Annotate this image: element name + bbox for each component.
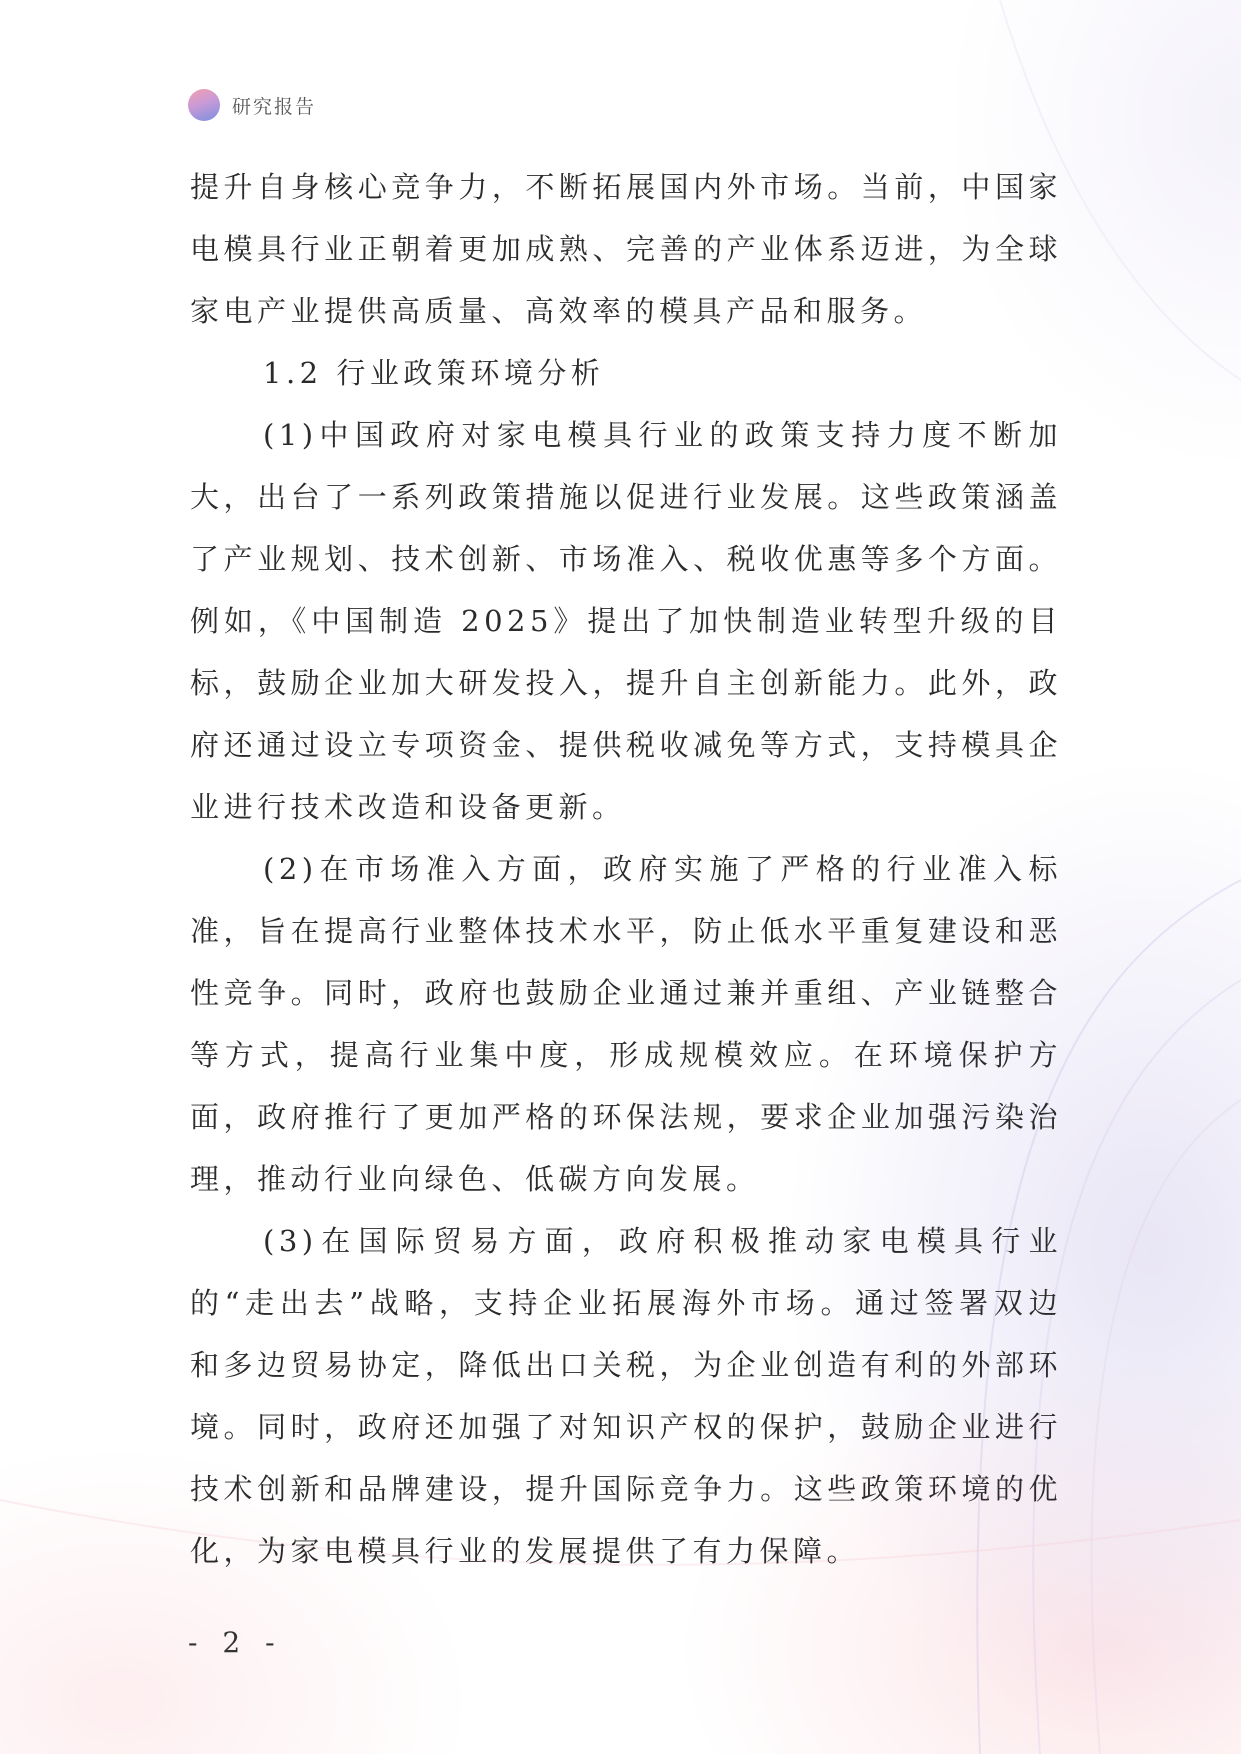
page-number: - 2 - bbox=[188, 1626, 283, 1659]
document-body bbox=[190, 156, 1062, 1582]
section-heading: 1.2 行业政策环境分析 bbox=[263, 356, 605, 390]
paragraph-2: (2)在市场准入方面，政府实施了严格的行业准入标准，旨在提高行业整体技术水平，防止低水平重复建设和恶性竞争。同时，政府也鼓励企业通过兼并重组、产业链整合等方式，提高行业集中度，形成规模效应。在环境保护方面，政府推行了更加严格的环保法规，要求企业加强污染治理，推动行业向绿色、低碳方向发展。 bbox=[190, 852, 1062, 1196]
paragraph-1: (1)中国政府对家电模具行业的政策支持力度不断加大，出台了一系列政策措施以促进行业发展。这些政策涵盖了产业规划、技术创新、市场准入、税收优惠等多个方面。例如，《中国制造 2025》提出了加快制造业转型升级的目标，鼓励企业加大研发投入，提升自主创新能力。此外，政府还通过设立专项资金、提供税收减免等方式，支持模具企业进行技术改造和设备更新。 bbox=[190, 418, 1062, 824]
page-header bbox=[188, 88, 316, 122]
paragraph-intro: 提升自身核心竞争力，不断拓展国内外市场。当前，中国家电模具行业正朝着更加成熟、完善的产业体系迈进，为全球家电产业提供高质量、高效率的模具产品和服务。 bbox=[190, 170, 1062, 328]
report-logo-icon bbox=[188, 89, 220, 121]
paragraph-3: (3)在国际贸易方面，政府积极推动家电模具行业的“走出去”战略，支持企业拓展海外市场。通过签署双边和多边贸易协定，降低出口关税，为企业创造有利的外部环境。同时，政府还加强了对知识产权的保护，鼓励企业进行技术创新和品牌建设，提升国际竞争力。这些政策环境的优化，为家电模具行业的发展提供了有力保障。 bbox=[190, 1224, 1062, 1568]
header-title: 研究报告 bbox=[232, 95, 317, 118]
